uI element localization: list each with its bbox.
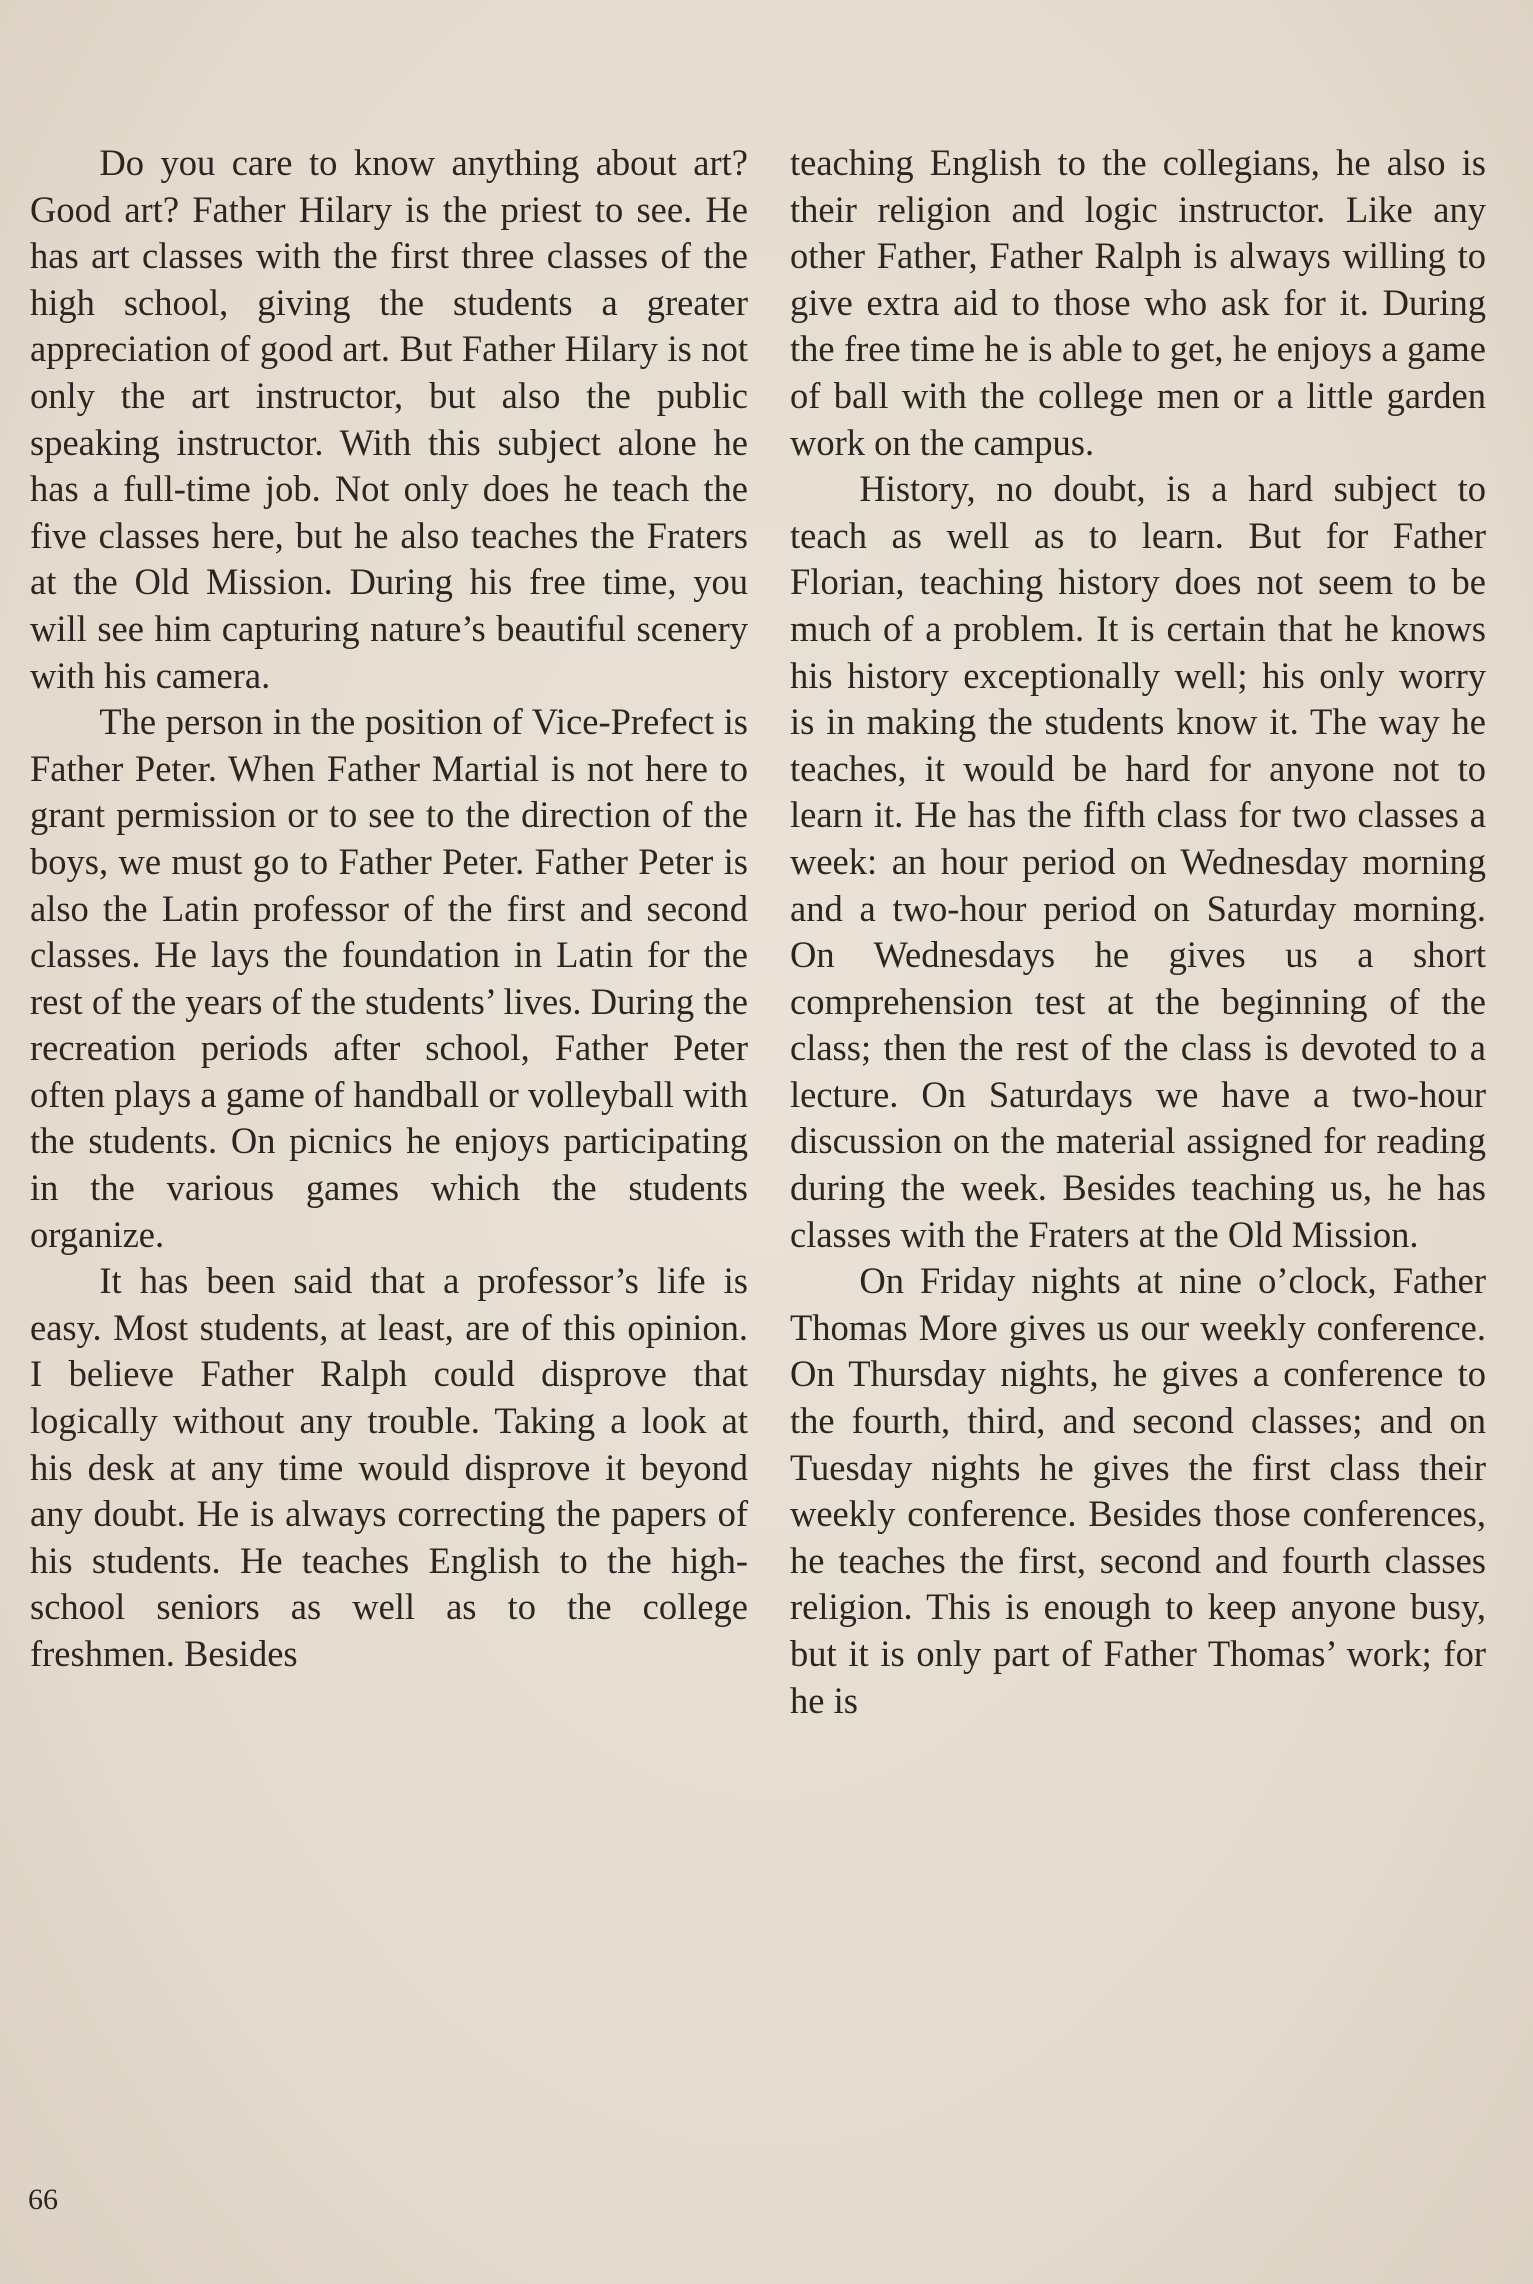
paragraph-father-florian: History, no doubt, is a hard subject to teach as well as to learn. But for Father Florian, teaching history does not seem to be much of a problem. It is certain that he knows his history exceptionally well; his only worry is in making the students know it. The way he teaches, it would be hard for anyone not to learn it. He has the fifth class for two classes a week: an hour period on Wednesday morning and a two-hour period on Saturday morning. On Wednesdays he gives us a short comprehension test at the beginning of the class; then the rest of the class is devoted to a lecture. On Saturdays we have a two-hour discussion on the material assigned for reading during the week. Besides teaching us, he has classes with the Fraters at the Old Mission. (790, 468, 1486, 1255)
paragraph-father-ralph-continued: teaching English to the collegians, he also is their religion and logic instructor. Like any other Father, Father Ralph is always willing to give extra aid to those who ask for it. During the free time he is able to get, he enjoys a game of ball with the college men or a little garden work on the campus. (790, 142, 1486, 463)
paragraph-father-thomas-more: On Friday nights at nine o’clock, Father Thomas More gives us our weekly conference. On Thursday nights, he gives a conference to the fourth, third, and second classes; and on Tuesday nights he gives the first class their weekly conference. Besides those conferences, he teaches the first, second and fourth classes religion. This is enough to keep anyone busy, but it is only part of Father Thomas’ work; for he is (790, 1260, 1486, 1721)
right-column (790, 140, 1486, 1724)
paragraph-father-hilary: Do you care to know anything about art? Good art? Father Hilary is the priest to see. He has art classes with the first three classes of the high school, giving the students a greater appreciation of good art. But Father Hilary is not only the art instructor, but also the public speaking instructor. With this subject alone he has a full-time job. Not only does he teach the five classes here, but he also teaches the Fraters at the Old Mission. During his free time, you will see him capturing nature’s beautiful scenery with his camera. (30, 142, 748, 696)
page-number: 66 (28, 2183, 58, 2216)
paragraph-father-peter: The person in the position of Vice-Prefect is Father Peter. When Father Martial is not here to grant permission or to see to the direction of the boys, we must go to Father Peter. Father Peter is also the Latin professor of the first and second classes. He lays the foundation in Latin for the rest of the years of the students’ lives. During the recreation periods after school, Father Peter often plays a game of handball or volleyball with the students. On picnics he enjoys participating in the various games which the students organize. (30, 701, 748, 1255)
left-column (30, 140, 748, 1678)
paragraph-father-ralph: It has been said that a professor’s life is easy. Most students, at least, are of this opinion. I believe Father Ralph could disprove that logically without any trouble. Taking a look at his desk at any time would disprove it beyond any doubt. He is always correcting the papers of his students. He teaches English to the high-school seniors as well as to the college freshmen. Besides (30, 1260, 748, 1674)
